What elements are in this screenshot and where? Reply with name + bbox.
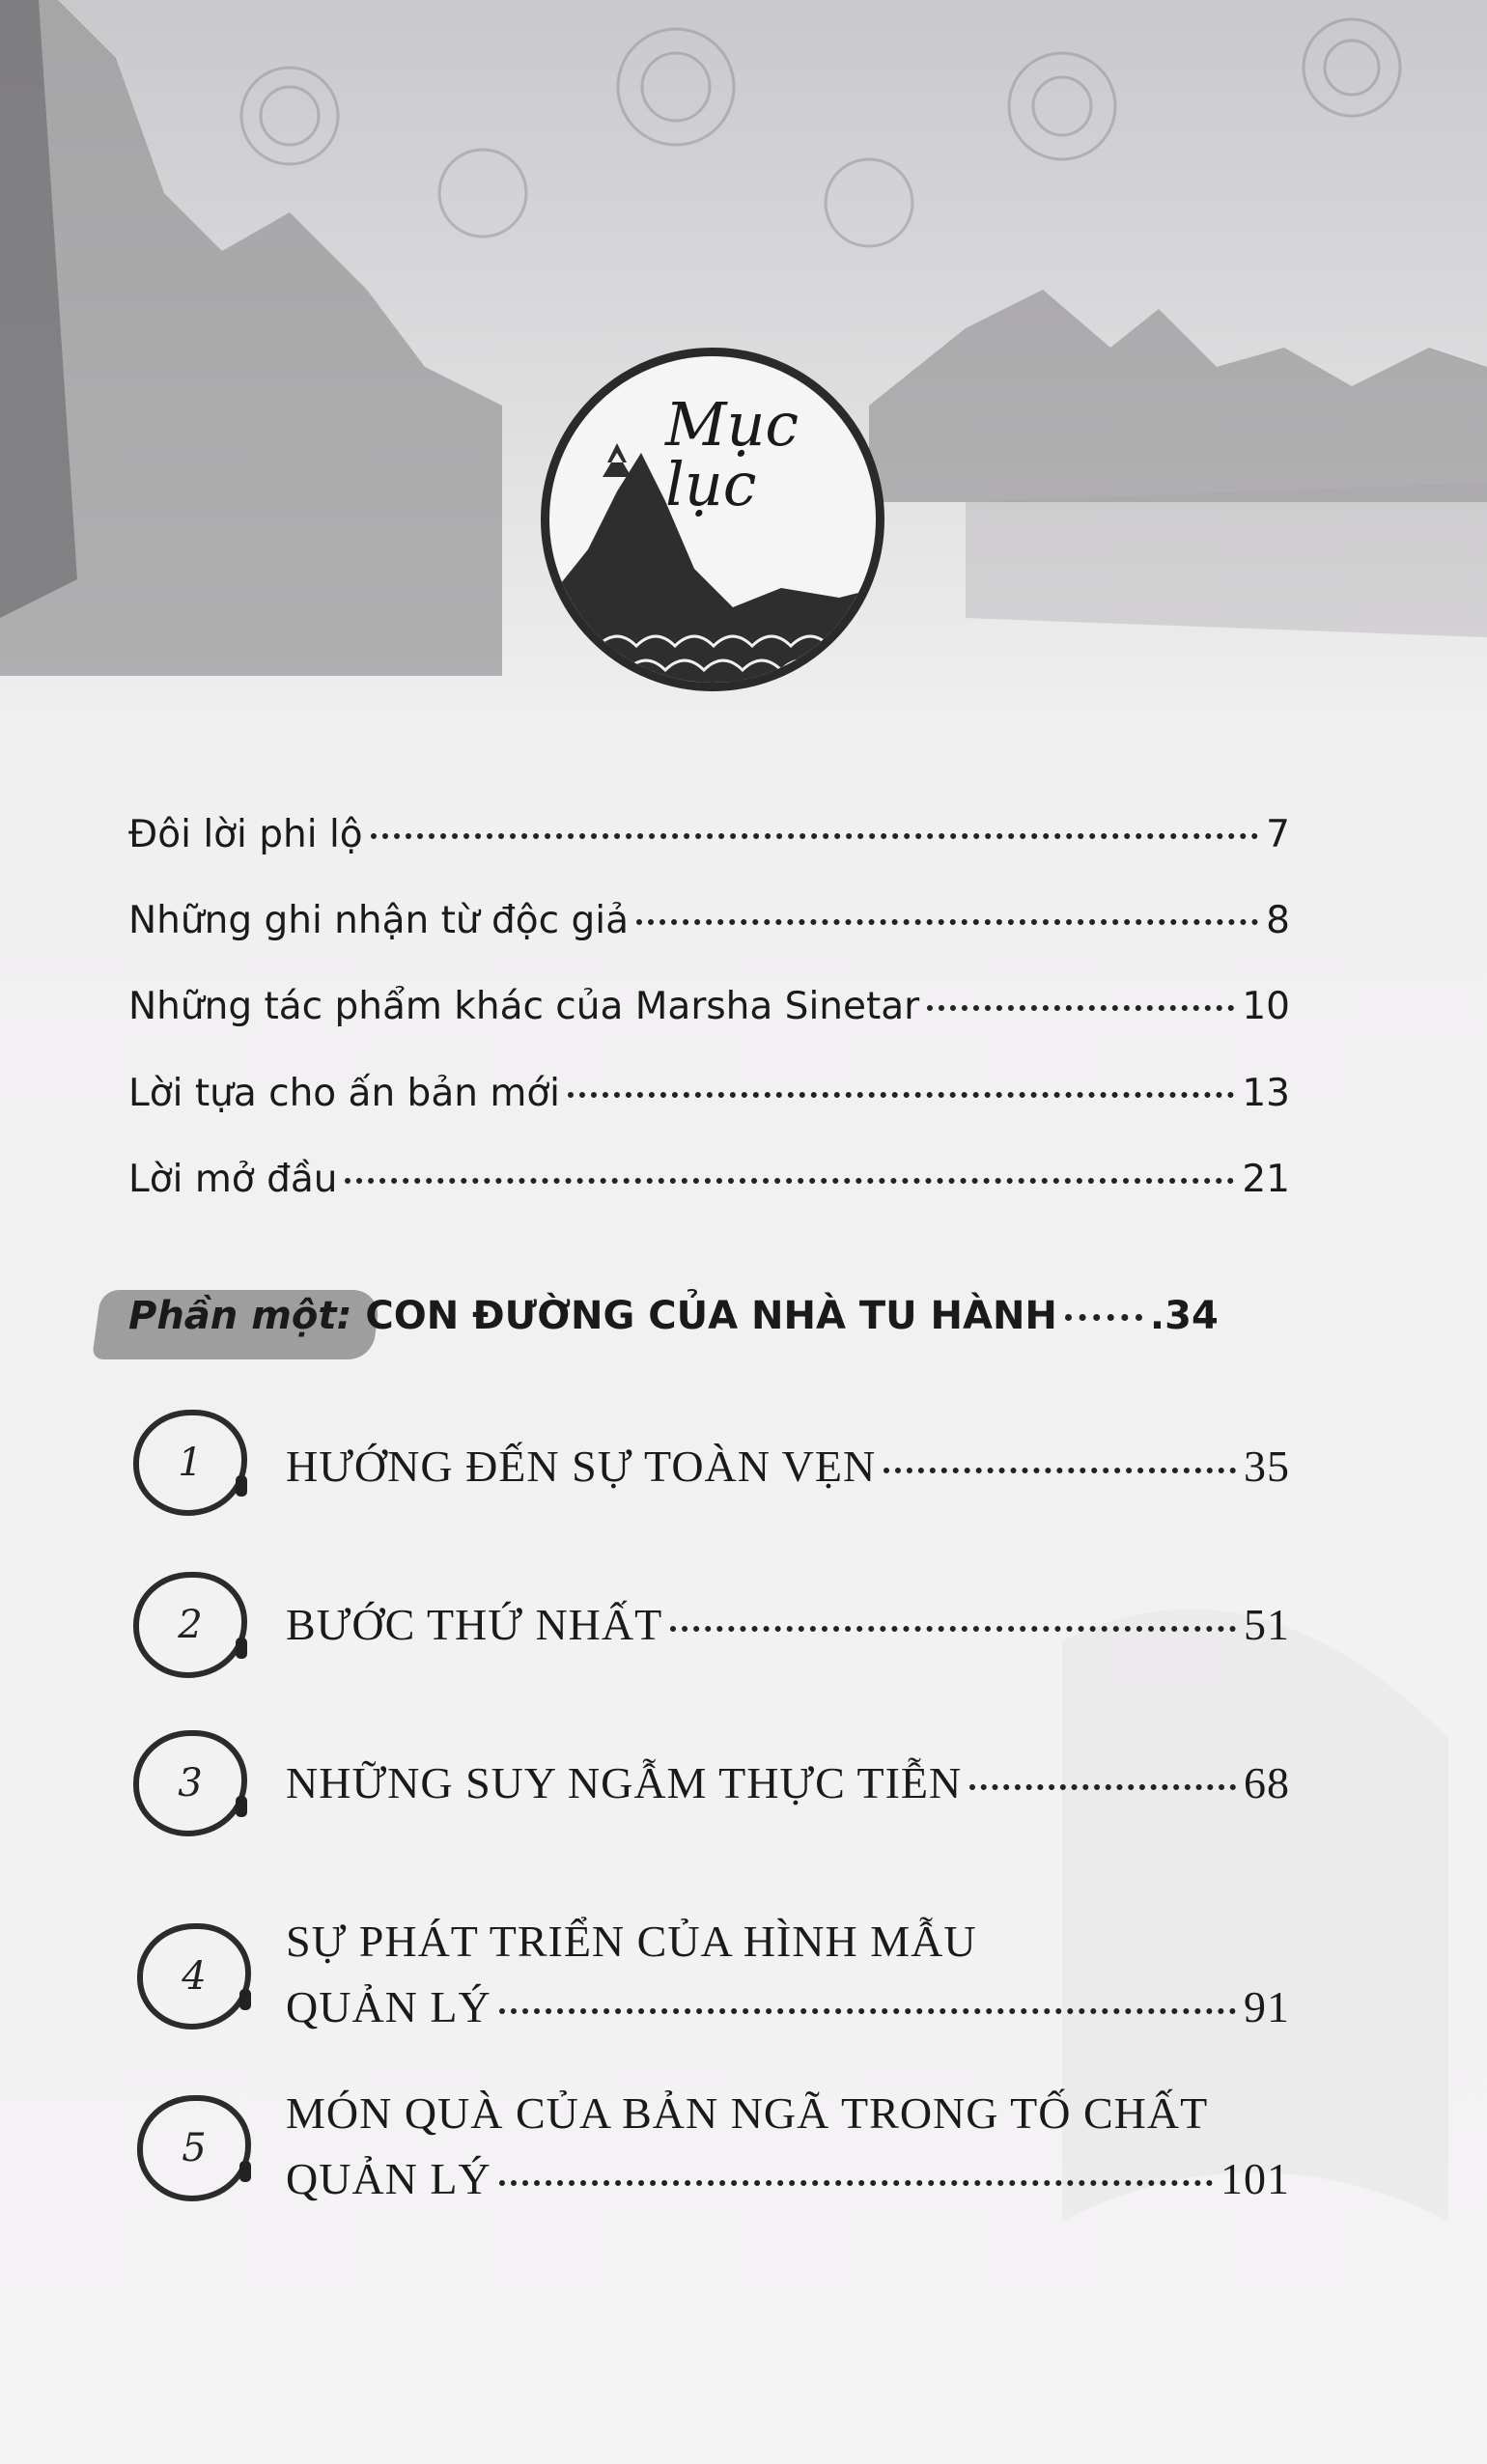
dot-leader [636,919,1258,925]
entry-page: 8 [1266,899,1290,942]
chapter-number-badge: 4 [137,1923,251,2030]
dot-leader [499,2180,1213,2186]
toc-entry[interactable] [128,985,1290,1028]
chapter-title: QUẢN LÝ [286,2154,491,2203]
toc-entry[interactable] [128,813,1290,856]
entry-title: Những tác phẩm khác của Marsha Sinetar [128,985,920,1028]
entry-title: Lời tựa cho ấn bản mới [128,1072,561,1115]
part-page: .34 [1149,1294,1219,1338]
chapter-page: 51 [1244,1600,1290,1649]
chapter-title-line: SỰ PHÁT TRIỂN CỦA HÌNH MẪU [286,1917,977,1966]
part-label: Phần một: [128,1294,352,1338]
dot-leader [568,1092,1234,1098]
toc-entry[interactable] [128,1072,1290,1115]
chapter-page: 91 [1244,1982,1290,2031]
entry-page: 10 [1242,985,1290,1028]
toc-heading: Mục lục [665,389,800,519]
chapter-number-badge: 5 [137,2095,251,2201]
chapter-entry[interactable] [286,1599,1290,1650]
chapter-title-line: MÓN QUÀ CỦA BẢN NGÃ TRONG TỐ CHẤT [286,2088,1209,2138]
entry-title: Đôi lời phi lộ [128,813,363,856]
entry-page: 7 [1266,813,1290,856]
chapter-entry[interactable] [286,1981,1290,2032]
chapter-entry[interactable] [286,1441,1290,1492]
chapter-page: 35 [1244,1442,1290,1491]
entry-page: 13 [1242,1072,1290,1115]
dot-leader [1065,1314,1142,1321]
chapter-title: NHỮNG SUY NGẪM THỰC TIỄN [286,1758,963,1807]
dot-leader [884,1468,1236,1473]
dot-leader [670,1626,1236,1632]
dot-leader [927,1005,1234,1011]
dot-leader [499,2008,1236,2014]
chapter-title: QUẢN LÝ [286,1982,491,2031]
entry-page: 21 [1242,1158,1290,1201]
part-heading[interactable] [128,1294,1290,1338]
entry-title: Những ghi nhận từ độc giả [128,899,629,942]
chapter-title: BƯỚC THỨ NHẤT [286,1600,663,1649]
chapter-number-badge: 2 [133,1572,247,1678]
chapter-page: 101 [1220,2154,1290,2203]
dot-leader [371,833,1259,839]
dot-leader [345,1178,1234,1184]
toc-entry[interactable] [128,899,1290,942]
table-of-contents-emblem [541,348,884,691]
entry-title: Lời mở đầu [128,1158,338,1201]
chapter-number-badge: 3 [133,1730,247,1836]
chapter-page: 68 [1244,1758,1290,1807]
chapter-title: HƯỚNG ĐẾN SỰ TOÀN VẸN [286,1442,877,1491]
dot-leader [969,1784,1236,1790]
chapter-entry[interactable] [286,2153,1290,2204]
chapter-entry[interactable] [286,1757,1290,1808]
chapter-number-badge: 1 [133,1410,247,1516]
part-title: CON ĐƯỜNG CỦA NHÀ TU HÀNH [365,1294,1057,1338]
toc-entry[interactable] [128,1158,1290,1201]
